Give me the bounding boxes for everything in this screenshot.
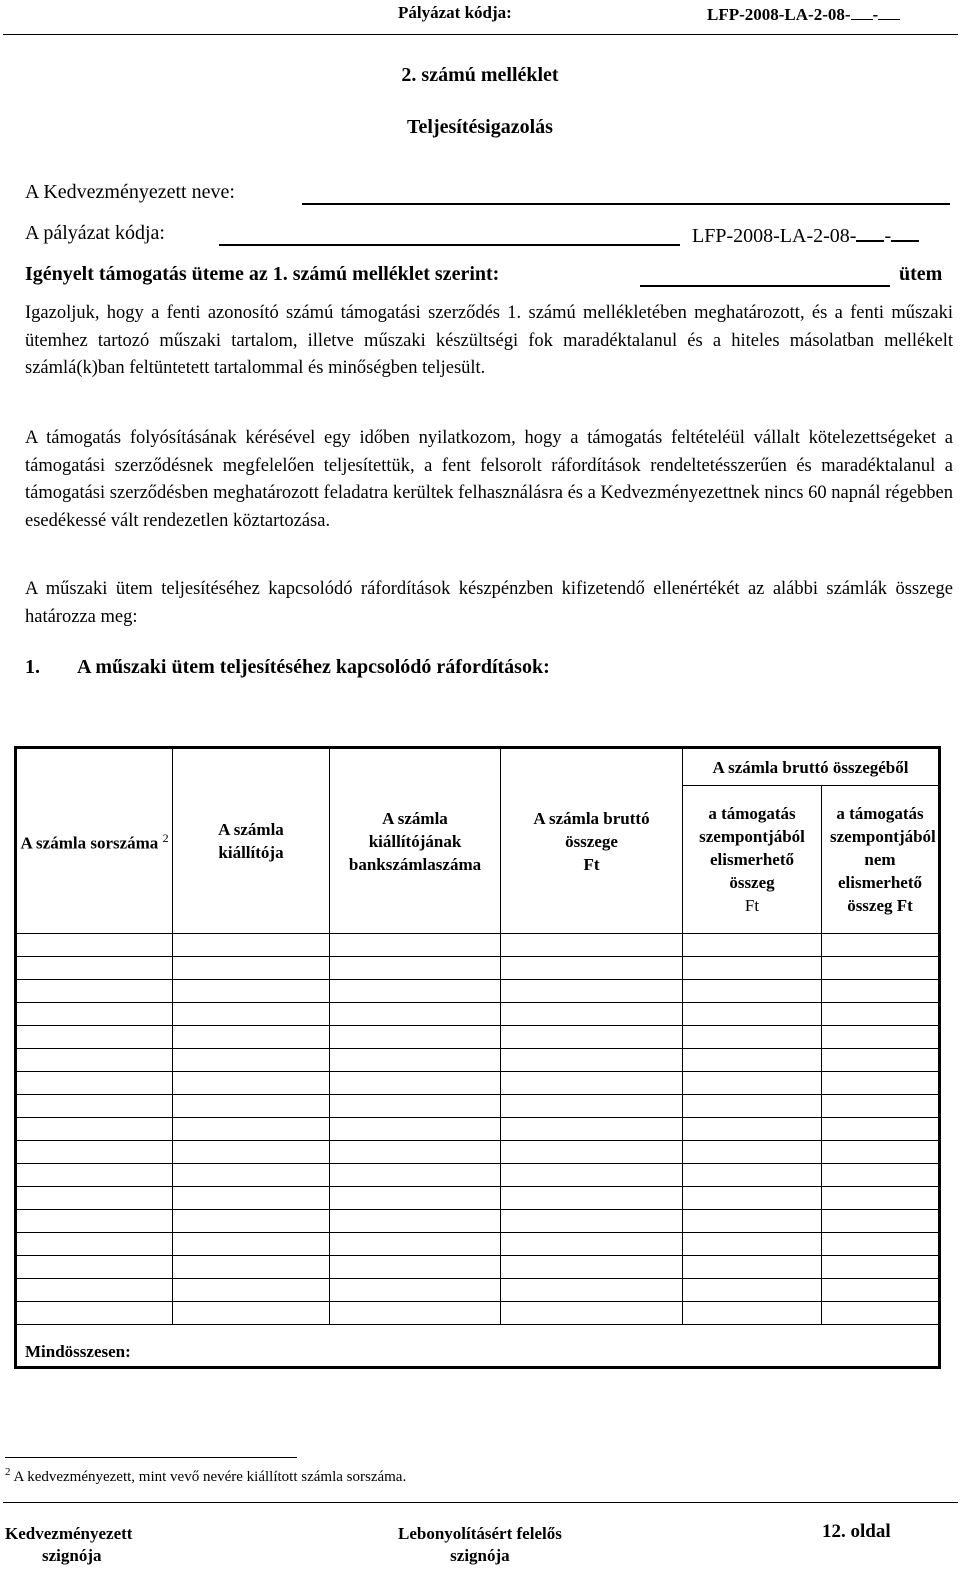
table-cell[interactable] (683, 1279, 822, 1302)
code-blank-2[interactable] (891, 222, 919, 242)
table-cell[interactable] (16, 1095, 173, 1118)
table-cell[interactable] (501, 1049, 683, 1072)
total-row (16, 1325, 940, 1368)
section-title: A műszaki ütem teljesítéséhez kapcsolódó ráfordítások: (77, 656, 550, 678)
table-cell[interactable] (501, 1026, 683, 1049)
table-cell[interactable] (822, 1256, 940, 1279)
code-label: A pályázat kódja: (25, 222, 165, 244)
table-cell[interactable] (822, 1049, 940, 1072)
col-gross-amount-unit: Ft (583, 854, 600, 874)
phase-field[interactable] (640, 285, 890, 287)
table-cell[interactable] (822, 980, 940, 1003)
col-eligible-amount-label: a támogatás szempontjából elismerhető összeg (699, 804, 805, 892)
table-cell[interactable] (16, 1164, 173, 1187)
col-invoice-number (16, 748, 173, 934)
table-row (16, 1210, 940, 1233)
table-cell[interactable] (683, 980, 822, 1003)
table-cell[interactable] (16, 1302, 173, 1325)
table-row (16, 1095, 940, 1118)
table-cell[interactable] (683, 1256, 822, 1279)
table-cell[interactable] (501, 1003, 683, 1026)
table-row (16, 1187, 940, 1210)
table-cell[interactable] (330, 1233, 501, 1256)
table-cell[interactable] (330, 1141, 501, 1164)
table-cell[interactable] (501, 980, 683, 1003)
table-cell[interactable] (822, 1279, 940, 1302)
code-value: LFP-2008-LA-2-08- - (692, 222, 919, 248)
table-cell[interactable] (822, 1118, 940, 1141)
invoice-table (14, 746, 941, 1369)
header-code: LFP-2008-LA-2-08- - (707, 3, 900, 25)
table-cell[interactable] (330, 1279, 501, 1302)
table-cell[interactable] (173, 1049, 330, 1072)
table-cell[interactable] (16, 1049, 173, 1072)
table-row (16, 1049, 940, 1072)
table-cell[interactable] (330, 1256, 501, 1279)
table-cell[interactable] (173, 1003, 330, 1026)
col-invoice-number-label: A számla sorszáma (20, 833, 159, 853)
table-cell[interactable] (330, 1302, 501, 1325)
table-cell[interactable] (822, 1141, 940, 1164)
table-cell[interactable] (330, 980, 501, 1003)
table-cell[interactable] (173, 1302, 330, 1325)
table-cell[interactable] (683, 1003, 822, 1026)
page-number: 12. oldal (822, 1521, 891, 1542)
total-label: Mindösszesen: (25, 1342, 131, 1361)
table-cell[interactable] (330, 1164, 501, 1187)
table-row (16, 957, 940, 980)
paragraph-declaration: A támogatás folyósításának kérésével egy időben nyilatkozom, hogy a támogatás feltételéül vállalt kötelezettségeket a támogatási szerződésnek megfelelően teljesítettük, a fent felsorolt ráfordítások rendeltetésszerűen és maradéktalanul a támogatási szerződésben meghatározott feladatra kerültek felhasználásra és a Kedvezményezettnek nincs 60 napnál régebben esedékessé vált rendezetlen köztartozása. (25, 428, 953, 531)
table-cell[interactable] (16, 980, 173, 1003)
table-cell[interactable] (822, 1210, 940, 1233)
table-cell[interactable] (330, 957, 501, 980)
table-cell[interactable] (822, 1003, 940, 1026)
table-cell[interactable] (16, 1256, 173, 1279)
table-cell[interactable] (822, 957, 940, 980)
col-issuer: A számla kiállítója (173, 748, 330, 934)
table-cell[interactable] (501, 957, 683, 980)
table-cell[interactable] (330, 1072, 501, 1095)
col-group-gross-breakdown: A számla bruttó összegéből (683, 748, 940, 786)
table-cell[interactable] (330, 1003, 501, 1026)
beneficiary-label: A Kedvezményezett neve: (25, 181, 235, 203)
table-cell[interactable] (173, 1026, 330, 1049)
table-row (16, 1003, 940, 1026)
table-cell[interactable] (173, 1279, 330, 1302)
table-cell[interactable] (683, 1187, 822, 1210)
table-row (16, 1072, 940, 1095)
col-eligible-amount-unit: Ft (744, 896, 760, 915)
sig1-line2: szignója (42, 1546, 102, 1565)
table-cell[interactable] (16, 1003, 173, 1026)
table-cell[interactable] (16, 1141, 173, 1164)
table-cell[interactable] (822, 1026, 940, 1049)
table-row (16, 1256, 940, 1279)
table-cell[interactable] (683, 1210, 822, 1233)
table-row (16, 1233, 940, 1256)
table-row (16, 1279, 940, 1302)
col-gross-amount-label: A számla bruttó összege (533, 808, 650, 851)
table-cell[interactable] (501, 1141, 683, 1164)
table-cell[interactable] (501, 1210, 683, 1233)
footer-rule (3, 1502, 958, 1503)
table-cell[interactable] (16, 1187, 173, 1210)
paragraph-certification: Igazoljuk, hogy a fenti azonosító számú támogatási szerződés 1. számú mellékletében meghatározott, és a fenti műszaki ütemhez tartozó műszaki tartalom, illetve műszaki készültségi fok maradéktalanul és a hiteles másolatban mellékelt számlá(k)ban feltüntetett tartalommal és minőségben teljesült. (25, 303, 953, 378)
table-cell[interactable] (173, 1256, 330, 1279)
table-cell[interactable] (683, 1072, 822, 1095)
sig2-line1: Lebonyolításért felelős (398, 1524, 562, 1543)
table-cell[interactable] (173, 1187, 330, 1210)
table-cell[interactable] (330, 1210, 501, 1233)
table-cell[interactable] (330, 1187, 501, 1210)
table-cell[interactable] (330, 1026, 501, 1049)
header-label: Pályázat kódja: (398, 3, 512, 22)
col-gross-amount (501, 748, 683, 934)
table-cell[interactable] (501, 1164, 683, 1187)
annex-title: 2. számú melléklet (401, 64, 559, 86)
table-cell[interactable] (683, 1233, 822, 1256)
header-rule (3, 34, 958, 35)
table-cell[interactable] (16, 934, 173, 957)
table-cell[interactable] (501, 1095, 683, 1118)
table-cell[interactable] (822, 934, 940, 957)
table-cell[interactable] (173, 957, 330, 980)
footnote-rule (5, 1457, 297, 1458)
table-cell[interactable] (683, 934, 822, 957)
table-cell[interactable] (501, 1118, 683, 1141)
signature-manager (398, 1523, 562, 1567)
signature-beneficiary (5, 1523, 132, 1567)
table-cell[interactable] (330, 1049, 501, 1072)
paragraph-invoices: A műszaki ütem teljesítéséhez kapcsolódó ráfordítások készpénzben kifizetendő ellenértékét az alábbi számlák összege határozza meg: (25, 579, 953, 627)
table-cell[interactable] (16, 1233, 173, 1256)
table-row (16, 980, 940, 1003)
table-cell[interactable] (173, 1233, 330, 1256)
table-row (16, 934, 940, 957)
table-cell[interactable] (822, 1302, 940, 1325)
table-cell[interactable] (16, 1072, 173, 1095)
table-cell[interactable] (683, 1164, 822, 1187)
sig1-line1: Kedvezményezett (5, 1524, 133, 1543)
document-title: Teljesítésigazolás (407, 116, 553, 138)
table-cell[interactable] (683, 1302, 822, 1325)
footnote (5, 1466, 406, 1486)
table-cell[interactable] (501, 1279, 683, 1302)
table-cell[interactable] (501, 1302, 683, 1325)
table-cell[interactable] (822, 1164, 940, 1187)
footnote-mark: 2 (5, 1466, 11, 1478)
sig2-line2: szignója (450, 1546, 510, 1565)
col-eligible-amount (683, 786, 822, 934)
table-cell[interactable] (173, 1141, 330, 1164)
table-cell[interactable] (501, 1072, 683, 1095)
table-cell[interactable] (683, 1141, 822, 1164)
table-cell[interactable] (173, 1164, 330, 1187)
phase-unit: ütem (899, 263, 943, 285)
table-row (16, 1141, 940, 1164)
table-row (16, 1118, 940, 1141)
col-issuer-bank-account: A számla kiállítójának bankszámlaszáma (330, 748, 501, 934)
phase-label: Igényelt támogatás üteme az 1. számú melléklet szerint: (25, 263, 500, 285)
table-cell[interactable] (173, 1210, 330, 1233)
table-cell[interactable] (16, 957, 173, 980)
table-cell[interactable] (16, 1118, 173, 1141)
table-cell[interactable] (16, 1026, 173, 1049)
table-cell[interactable] (683, 1026, 822, 1049)
section-number: 1. (25, 656, 40, 678)
code-field-line[interactable] (219, 244, 680, 246)
beneficiary-name-field[interactable] (302, 203, 950, 205)
table-row (16, 1026, 940, 1049)
table-cell[interactable] (501, 1187, 683, 1210)
footnote-ref: 2 (162, 831, 169, 846)
table-cell[interactable] (501, 1233, 683, 1256)
table-cell[interactable] (683, 1118, 822, 1141)
table-cell[interactable] (501, 1256, 683, 1279)
table-cell[interactable] (330, 1118, 501, 1141)
table-cell[interactable] (173, 934, 330, 957)
code-value-text: LFP-2008-LA-2-08- (692, 225, 857, 247)
footnote-text: A kedvezményezett, mint vevő nevére kiállított számla sorszáma. (13, 1469, 407, 1485)
table-cell[interactable] (16, 1210, 173, 1233)
table-cell[interactable] (683, 957, 822, 980)
table-cell[interactable] (822, 1187, 940, 1210)
table-cell[interactable] (822, 1233, 940, 1256)
table-cell[interactable] (822, 1072, 940, 1095)
table-cell[interactable] (330, 934, 501, 957)
table-cell[interactable] (173, 1095, 330, 1118)
table-cell[interactable] (822, 1095, 940, 1118)
table-row (16, 1164, 940, 1187)
table-row (16, 1302, 940, 1325)
table-cell[interactable] (16, 1279, 173, 1302)
code-blank-1[interactable] (856, 222, 884, 242)
table-cell[interactable] (501, 934, 683, 957)
table-cell[interactable] (173, 980, 330, 1003)
table-cell[interactable] (683, 1095, 822, 1118)
col-ineligible-amount: a támogatás szempontjából nem elismerhető összeg Ft (822, 786, 940, 934)
table-cell[interactable] (683, 1049, 822, 1072)
table-cell[interactable] (173, 1072, 330, 1095)
table-cell[interactable] (173, 1118, 330, 1141)
table-cell[interactable] (330, 1095, 501, 1118)
